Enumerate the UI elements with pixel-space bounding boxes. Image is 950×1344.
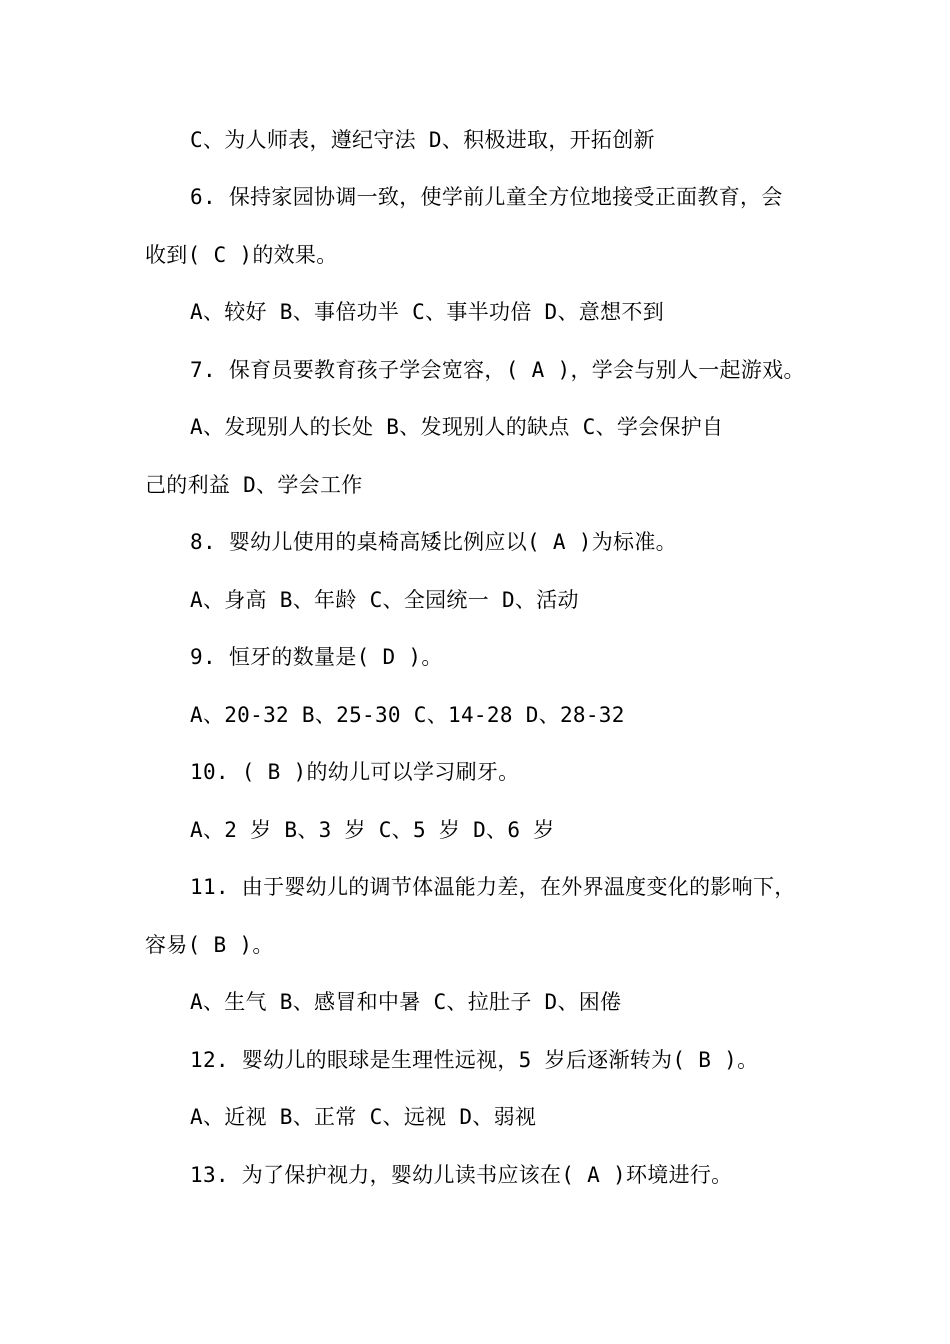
question-11-continued: 容易( B )。 xyxy=(145,933,274,957)
options-q10: A、2 岁 B、3 岁 C、5 岁 D、6 岁 xyxy=(190,818,555,842)
options-q9: A、20-32 B、25-30 C、14-28 D、28-32 xyxy=(190,703,625,727)
options-q6: A、较好 B、事倍功半 C、事半功倍 D、意想不到 xyxy=(190,300,664,324)
options-q8: A、身高 B、年龄 C、全园统一 D、活动 xyxy=(190,588,579,612)
options-q12: A、近视 B、正常 C、远视 D、弱视 xyxy=(190,1105,537,1129)
question-7: 7. 保育员要教育孩子学会宽容，( A )，学会与别人一起游戏。 xyxy=(190,358,805,382)
question-9: 9. 恒牙的数量是( D )。 xyxy=(190,645,443,669)
options-q7: A、发现别人的长处 B、发现别人的缺点 C、学会保护自 xyxy=(190,415,724,439)
question-6: 6. 保持家园协调一致，使学前儿童全方位地接受正面教育，会 xyxy=(190,185,783,209)
question-6-continued: 收到( C )的效果。 xyxy=(145,243,338,267)
question-12: 12. 婴幼儿的眼球是生理性远视，5 岁后逐渐转为( B )。 xyxy=(190,1048,759,1072)
question-11: 11. 由于婴幼儿的调节体温能力差，在外界温度变化的影响下， xyxy=(190,875,796,899)
question-10: 10. ( B )的幼儿可以学习刷牙。 xyxy=(190,760,520,784)
option-line-q5-cd: C、为人师表，遵纪守法 D、积极进取，开拓创新 xyxy=(190,128,655,152)
options-q11: A、生气 B、感冒和中暑 C、拉肚子 D、困倦 xyxy=(190,990,622,1014)
question-8: 8. 婴幼儿使用的桌椅高矮比例应以( A )为标准。 xyxy=(190,530,677,554)
options-q7-continued: 己的利益 D、学会工作 xyxy=(145,473,363,497)
question-13: 13. 为了保护视力，婴幼儿读书应该在( A )环境进行。 xyxy=(190,1163,733,1187)
